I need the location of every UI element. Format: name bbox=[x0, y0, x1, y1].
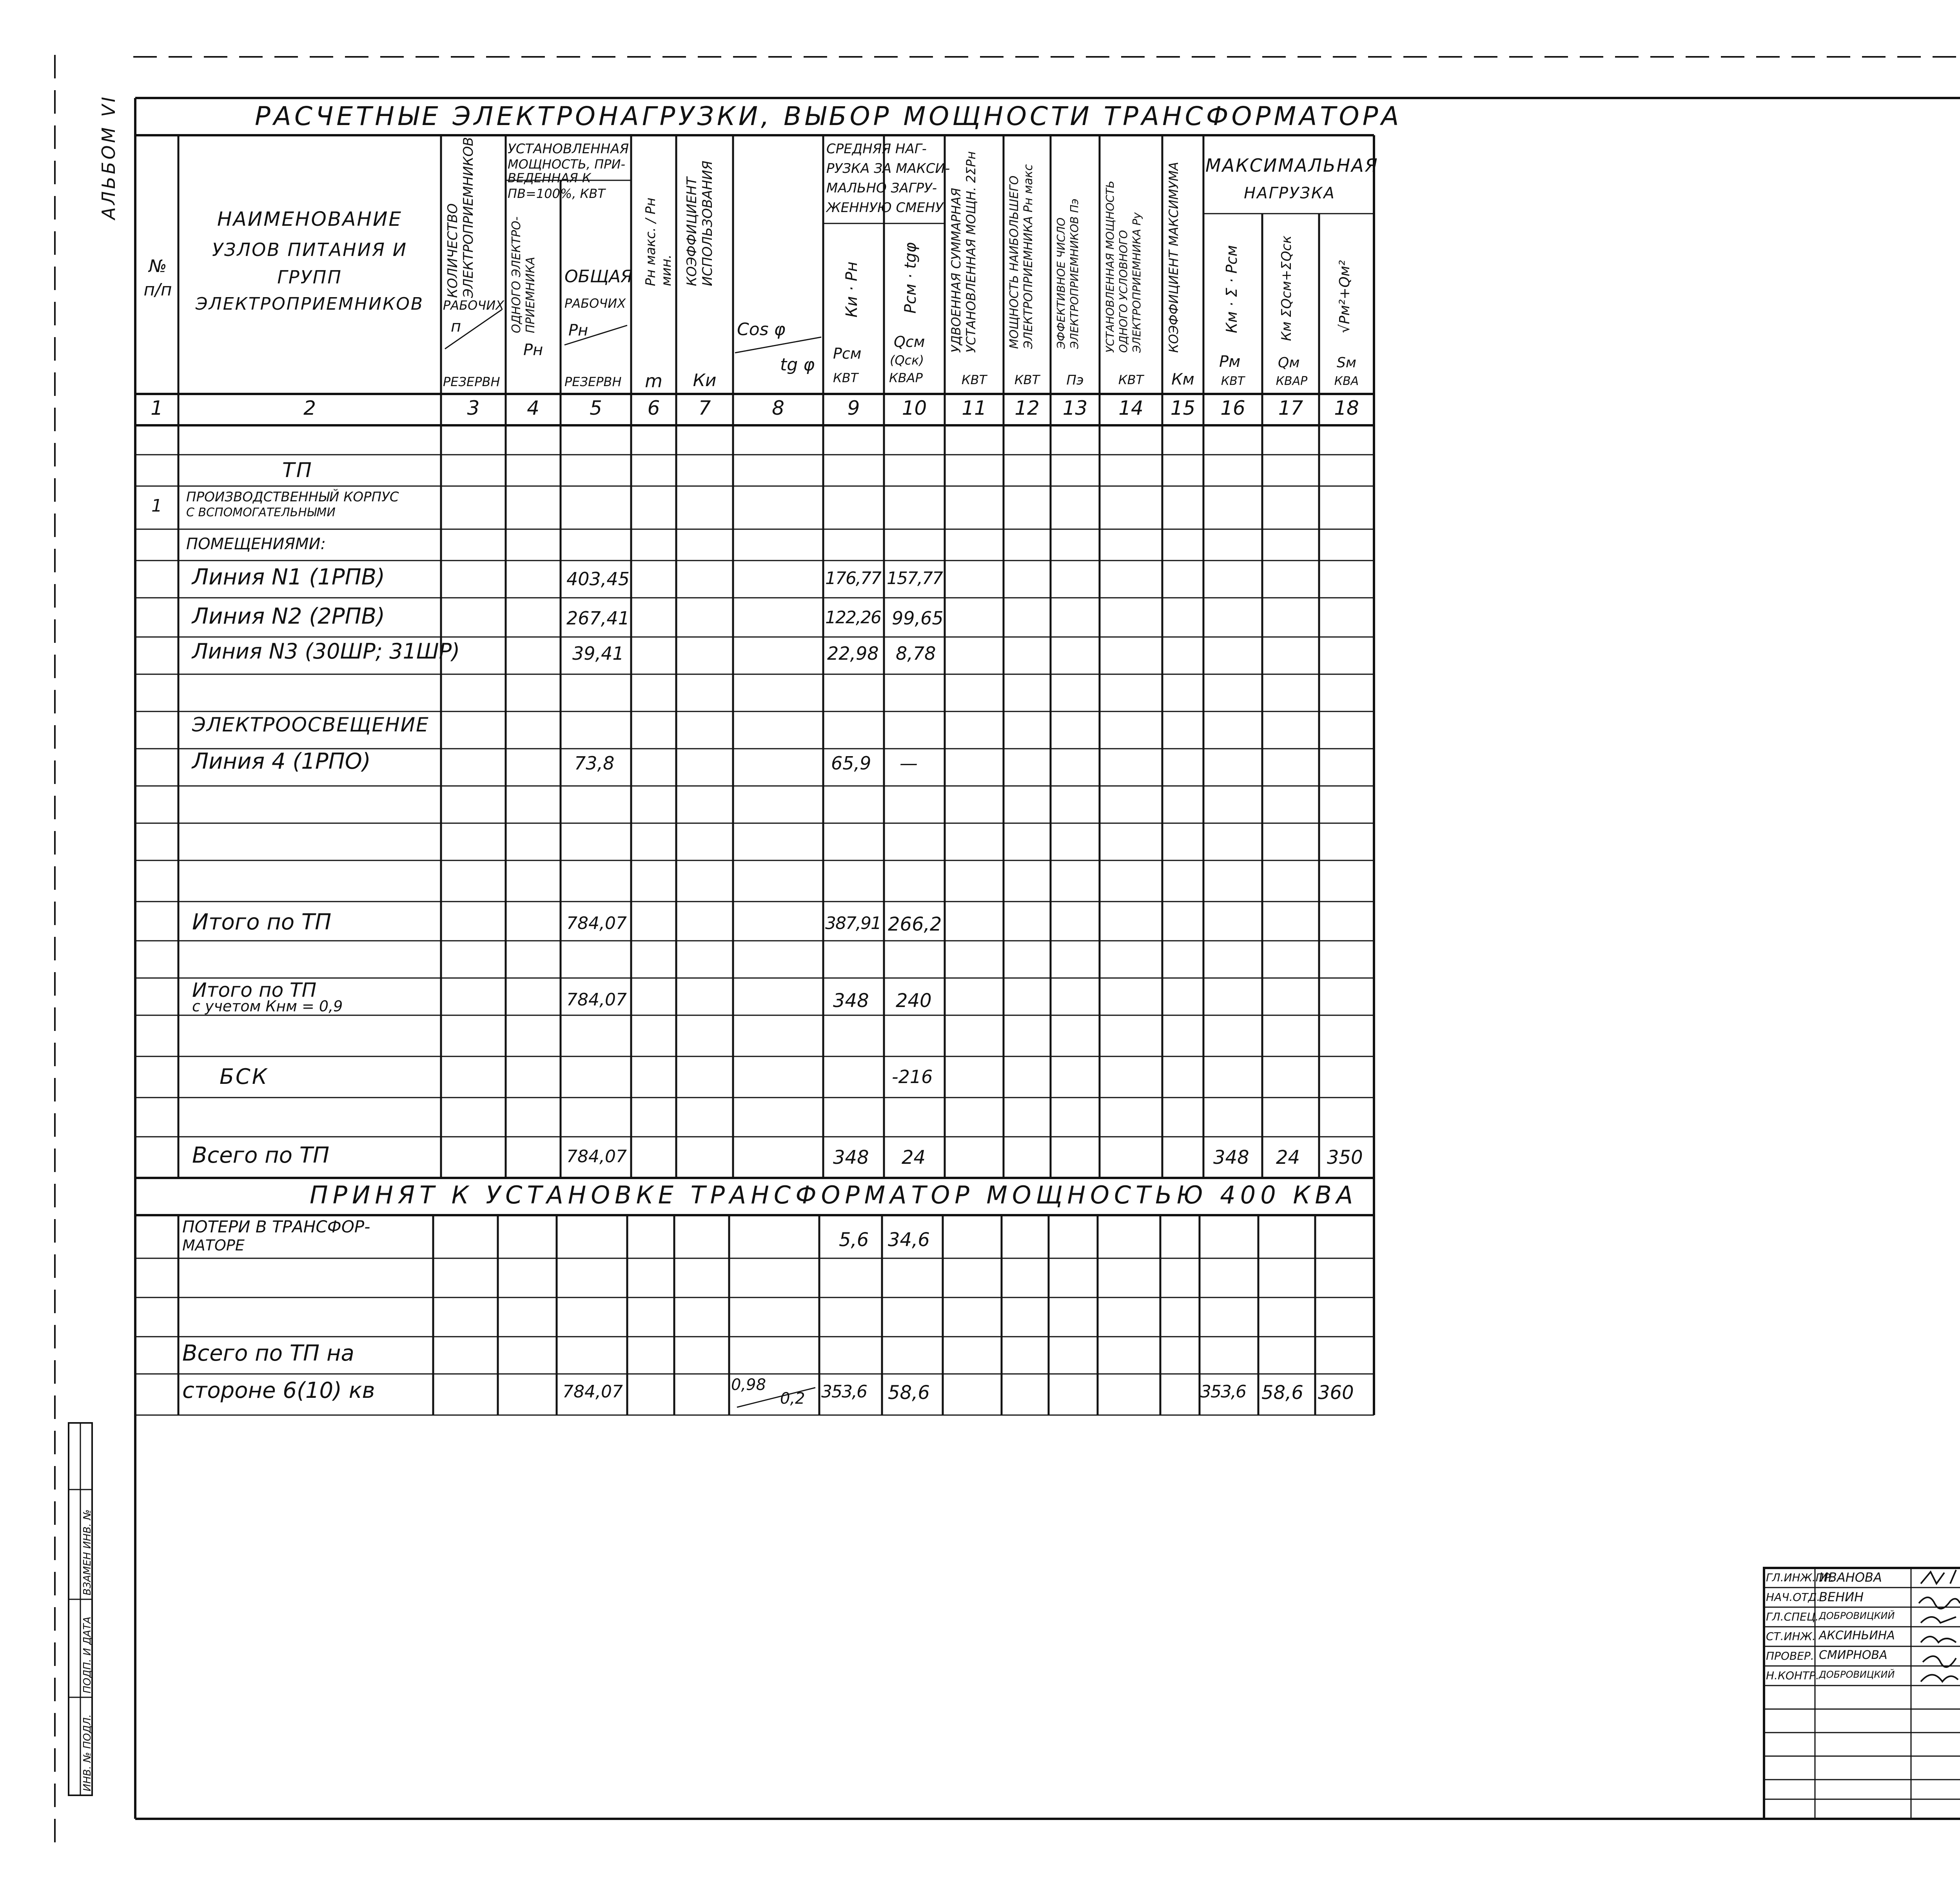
table-title: РАСЧЕТНЫЕ ЭЛЕКТРОНАГРУЗКИ, ВЫБОР МОЩНОСТИ ТРАНСФОРМАТОРА bbox=[255, 101, 1402, 131]
header-one-ep: ОДНОГО ЭЛЕКТРО- ПРИЕМНИКА bbox=[510, 216, 537, 333]
header-ki-label: КОЭФФИЦИЕНТ ИСПОЛЬЗОВАНИЯ bbox=[684, 160, 715, 286]
row-losses-line2: МАТОРЕ bbox=[182, 1237, 245, 1254]
header-name-line2: УЗЛОВ ПИТАНИЯ И bbox=[212, 239, 408, 260]
row-hv-cos: 0,98 bbox=[731, 1376, 766, 1394]
header-qcm: Qсм bbox=[894, 333, 925, 350]
header-tg: tg φ bbox=[780, 355, 815, 375]
row-line1-name: Линия N1 (1РПВ) bbox=[192, 564, 385, 590]
header-col17-unit: КВАР bbox=[1276, 374, 1308, 388]
tb-name: ДОБРОВИЦКИЙ bbox=[1819, 1610, 1895, 1621]
accepted-transformer-line: ПРИНЯТ К УСТАНОВКЕ ТРАНСФОРМАТОР МОЩНОСТЬЮ 400 КВА bbox=[310, 1181, 1358, 1209]
header-qm: Qм bbox=[1278, 355, 1300, 371]
col-number: 9 bbox=[847, 397, 860, 419]
col-number: 16 bbox=[1220, 397, 1245, 419]
tb-role: ГЛ.ИНЖ.ПР. bbox=[1766, 1571, 1834, 1584]
row-line4-qcm: — bbox=[900, 753, 918, 774]
row-tp-heading: ТП bbox=[282, 459, 313, 482]
header-number: № п/п bbox=[143, 256, 172, 300]
col-number: 18 bbox=[1334, 397, 1359, 419]
row-hv-line1: Всего по ТП на bbox=[182, 1341, 354, 1366]
col-number: 12 bbox=[1014, 397, 1040, 419]
header-qcm-unit: КВАР bbox=[889, 370, 923, 385]
header-installed-line2: МОЩНОСТЬ, ПРИ- bbox=[508, 157, 626, 172]
row-sum-k-line1: Итого по ТП bbox=[192, 979, 317, 1002]
tb-role: НАЧ.ОТД. bbox=[1766, 1591, 1820, 1604]
header-col15: КОЭФФИЦИЕНТ МАКСИМУМА bbox=[1166, 161, 1181, 353]
header-cos: Cos φ bbox=[737, 319, 786, 339]
tb-name: ИВАНОВА bbox=[1819, 1570, 1882, 1585]
header-avg-line1: СРЕДНЯЯ НАГ- bbox=[826, 141, 927, 157]
row-hv-sm: 360 bbox=[1318, 1382, 1354, 1404]
col-number: 11 bbox=[962, 397, 987, 419]
header-name-line3: ГРУПП bbox=[277, 267, 342, 288]
header-max-line1: МАКСИМАЛЬНАЯ bbox=[1205, 155, 1379, 176]
row-sum-k-line2: с учетом Кнм = 0,9 bbox=[192, 998, 343, 1015]
row-line2-name: Линия N2 (2РПВ) bbox=[192, 604, 385, 629]
tb-name: ДОБРОВИЦКИЙ bbox=[1819, 1669, 1895, 1680]
row-sum-k-pcm: 348 bbox=[833, 990, 869, 1012]
col-number: 13 bbox=[1062, 397, 1088, 419]
header-ki-pn: Ки · Рн bbox=[843, 261, 861, 318]
header-installed-line4: ПВ=100%, КВТ bbox=[508, 186, 605, 201]
header-installed-line3: ВЕДЕННАЯ К bbox=[508, 171, 591, 185]
header-count: КОЛИЧЕСТВО ЭЛЕКТРОПРИЕМНИКОВ bbox=[445, 137, 476, 298]
tb-name: АКСИНЬИНА bbox=[1819, 1629, 1895, 1642]
row-hv-pcm: 353,6 bbox=[821, 1382, 867, 1402]
row-sum-tp-total: 784,07 bbox=[566, 913, 627, 933]
row-sum-tp-pcm: 387,91 bbox=[825, 913, 881, 933]
col-number: 8 bbox=[772, 397, 784, 419]
row-all-tp-name: Всего по ТП bbox=[192, 1143, 330, 1168]
header-avg-line2: РУЗКА ЗА МАКСИ- bbox=[826, 161, 950, 176]
header-col17: Км ΣQсм+ΣQск bbox=[1279, 235, 1294, 341]
col-number: 10 bbox=[902, 397, 927, 419]
row-line1-total: 403,45 bbox=[566, 568, 630, 590]
header-total-working: РАБОЧИХ bbox=[564, 296, 626, 311]
col-number: 2 bbox=[303, 397, 316, 419]
header-col13: ЭФФЕКТИВНОЕ ЧИСЛО ЭЛЕКТРОПРИЕМНИКОВ Пэ bbox=[1054, 198, 1081, 349]
col-number: 17 bbox=[1278, 397, 1303, 419]
col-number: 6 bbox=[647, 397, 660, 419]
header-ki: Ки bbox=[693, 370, 717, 390]
row-line4-pcm: 65,9 bbox=[831, 753, 871, 774]
header-rn-ratio: Рн макс. / Рн мин. bbox=[643, 198, 674, 286]
row-item1-number: 1 bbox=[151, 496, 162, 516]
row-line2-qcm: 99,65 bbox=[892, 608, 944, 629]
header-col16: Км · Σ · Рсм bbox=[1223, 245, 1240, 333]
row-hv-total: 784,07 bbox=[563, 1382, 623, 1402]
header-col11: УДВОЕННАЯ СУММАРНАЯ УСТАНОВЛЕННАЯ МОЩН. 2ΣРн bbox=[949, 151, 978, 353]
stamp-inv-podl: ИНВ. № ПОДЛ. bbox=[82, 1714, 93, 1791]
row-bsk-name: БСК bbox=[220, 1064, 269, 1089]
tb-role: ПРОВЕР. bbox=[1766, 1649, 1814, 1662]
col-number: 14 bbox=[1118, 397, 1143, 419]
row-item1-line2: С ВСПОМОГАТЕЛЬНЫМИ bbox=[186, 506, 336, 519]
row-hv-pm: 353,6 bbox=[1200, 1382, 1246, 1402]
row-line4-name: Линия 4 (1РПО) bbox=[192, 749, 371, 774]
row-all-tp-pm: 348 bbox=[1213, 1147, 1249, 1169]
header-count-reserve: РЕЗЕРВН bbox=[443, 374, 500, 389]
row-line1-pcm: 176,77 bbox=[825, 568, 881, 588]
row-line1-qcm: 157,77 bbox=[887, 568, 942, 588]
row-losses-line1: ПОТЕРИ В ТРАНСФОР- bbox=[182, 1217, 370, 1236]
row-line3-total: 39,41 bbox=[572, 643, 624, 664]
row-line4-total: 73,8 bbox=[574, 753, 615, 774]
col-number: 1 bbox=[151, 397, 163, 419]
col-number: 15 bbox=[1170, 397, 1196, 419]
row-line3-pcm: 22,98 bbox=[827, 643, 879, 664]
header-col12-unit: КВТ bbox=[1014, 372, 1040, 387]
row-hv-tg: 0,2 bbox=[780, 1390, 805, 1408]
row-sum-k-qcm: 240 bbox=[896, 990, 932, 1012]
row-all-tp-sm: 350 bbox=[1327, 1147, 1363, 1169]
row-losses-pcm: 5,6 bbox=[839, 1229, 869, 1251]
row-item1-line1: ПРОИЗВОДСТВЕННЫЙ КОРПУС bbox=[186, 489, 399, 505]
row-sum-tp-name: Итого по ТП bbox=[192, 909, 332, 935]
header-one-ep-symbol: Рн bbox=[523, 341, 543, 359]
row-sum-tp-qcm: 266,2 bbox=[888, 913, 942, 935]
row-line2-total: 267,41 bbox=[566, 608, 630, 629]
tb-name: СМИРНОВА bbox=[1819, 1648, 1887, 1662]
header-pcm-unit: КВТ bbox=[833, 370, 858, 385]
header-sm: Sм bbox=[1337, 355, 1357, 371]
row-item1-line3: ПОМЕЩЕНИЯМИ: bbox=[186, 535, 326, 553]
tb-signatures bbox=[1913, 1568, 1960, 1686]
row-hv-qcm: 58,6 bbox=[888, 1382, 930, 1404]
header-avg-line3: МАЛЬНО ЗАГРУ- bbox=[826, 180, 937, 196]
col-number: 3 bbox=[467, 397, 480, 419]
header-count-n: п bbox=[451, 318, 461, 336]
col-number: 5 bbox=[590, 397, 602, 419]
header-max-line2: НАГРУЗКА bbox=[1244, 184, 1336, 202]
header-name-line4: ЭЛЕКТРОПРИЕМНИКОВ bbox=[195, 294, 424, 314]
header-m: m bbox=[645, 370, 662, 392]
stamp-vzamen-inv: ВЗАМЕН ИНВ. № bbox=[82, 1509, 93, 1595]
row-line3-qcm: 8,78 bbox=[896, 643, 936, 664]
header-pm: Рм bbox=[1219, 353, 1241, 371]
header-total-rn: Рн bbox=[568, 321, 588, 339]
col-number: 4 bbox=[527, 397, 539, 419]
row-line3-name: Линия N3 (30ШР; 31ШР) bbox=[192, 639, 460, 664]
row-all-tp-total: 784,07 bbox=[566, 1147, 627, 1167]
row-all-tp-qm: 24 bbox=[1276, 1147, 1300, 1169]
header-avg-line4: ЖЕННУЮ СМЕНУ bbox=[826, 200, 944, 216]
row-sum-k-total: 784,07 bbox=[566, 990, 627, 1010]
tb-name: ВЕНИН bbox=[1819, 1590, 1864, 1604]
header-col14-unit: КВТ bbox=[1118, 372, 1144, 387]
col-number: 7 bbox=[698, 397, 711, 419]
row-bsk-qck: -216 bbox=[892, 1066, 933, 1087]
row-all-tp-pcm: 348 bbox=[833, 1147, 869, 1169]
header-qck: (Qск) bbox=[890, 353, 924, 368]
row-hv-qm: 58,6 bbox=[1261, 1382, 1303, 1404]
header-total-reserve: РЕЗЕРВН bbox=[564, 374, 622, 389]
row-hv-line2: стороне 6(10) кв bbox=[182, 1378, 375, 1403]
header-installed-line1: УСТАНОВЛЕННАЯ bbox=[508, 141, 629, 157]
header-pcm: Рсм bbox=[833, 345, 862, 362]
tb-role: СТ.ИНЖ. bbox=[1766, 1630, 1816, 1643]
row-lighting-heading: ЭЛЕКТРООСВЕЩЕНИЕ bbox=[192, 713, 429, 736]
header-count-working: РАБОЧИХ bbox=[443, 298, 505, 313]
header-col16-unit: КВТ bbox=[1221, 374, 1245, 388]
header-col14: УСТАНОВЛЕННАЯ МОЩНОСТЬ ОДНОГО УСЛОВНОГО ЭЛЕКТРОПРИЕМНИКА Ру bbox=[1103, 180, 1143, 353]
tb-role: ГЛ.СПЕЦ. bbox=[1766, 1610, 1819, 1623]
header-total: ОБЩАЯ bbox=[564, 267, 633, 287]
header-col18-unit: КВА bbox=[1334, 374, 1359, 388]
header-col18: √Рм²+Qм² bbox=[1337, 260, 1353, 333]
stamp-podp-data: ПОДП. И ДАТА bbox=[82, 1617, 93, 1693]
header-col11-unit: КВТ bbox=[961, 372, 987, 387]
album-label: АЛЬБОМ VI bbox=[98, 94, 119, 220]
header-col12: МОЩНОСТЬ НАИБОЛЬШЕГО ЭЛЕКТРОПРИЕМНИКА Рн макс bbox=[1007, 164, 1035, 349]
header-name-line1: НАИМЕНОВАНИЕ bbox=[217, 208, 402, 230]
header-col13-unit: Пэ bbox=[1066, 372, 1084, 388]
row-line2-pcm: 122,26 bbox=[825, 608, 881, 628]
row-all-tp-qcm: 24 bbox=[902, 1147, 926, 1169]
header-col15-unit: Км bbox=[1171, 370, 1194, 388]
header-pcm-tg: Рсм · tgφ bbox=[902, 242, 920, 314]
row-losses-qcm: 34,6 bbox=[888, 1229, 930, 1251]
tb-role: Н.КОНТР. bbox=[1766, 1669, 1819, 1682]
